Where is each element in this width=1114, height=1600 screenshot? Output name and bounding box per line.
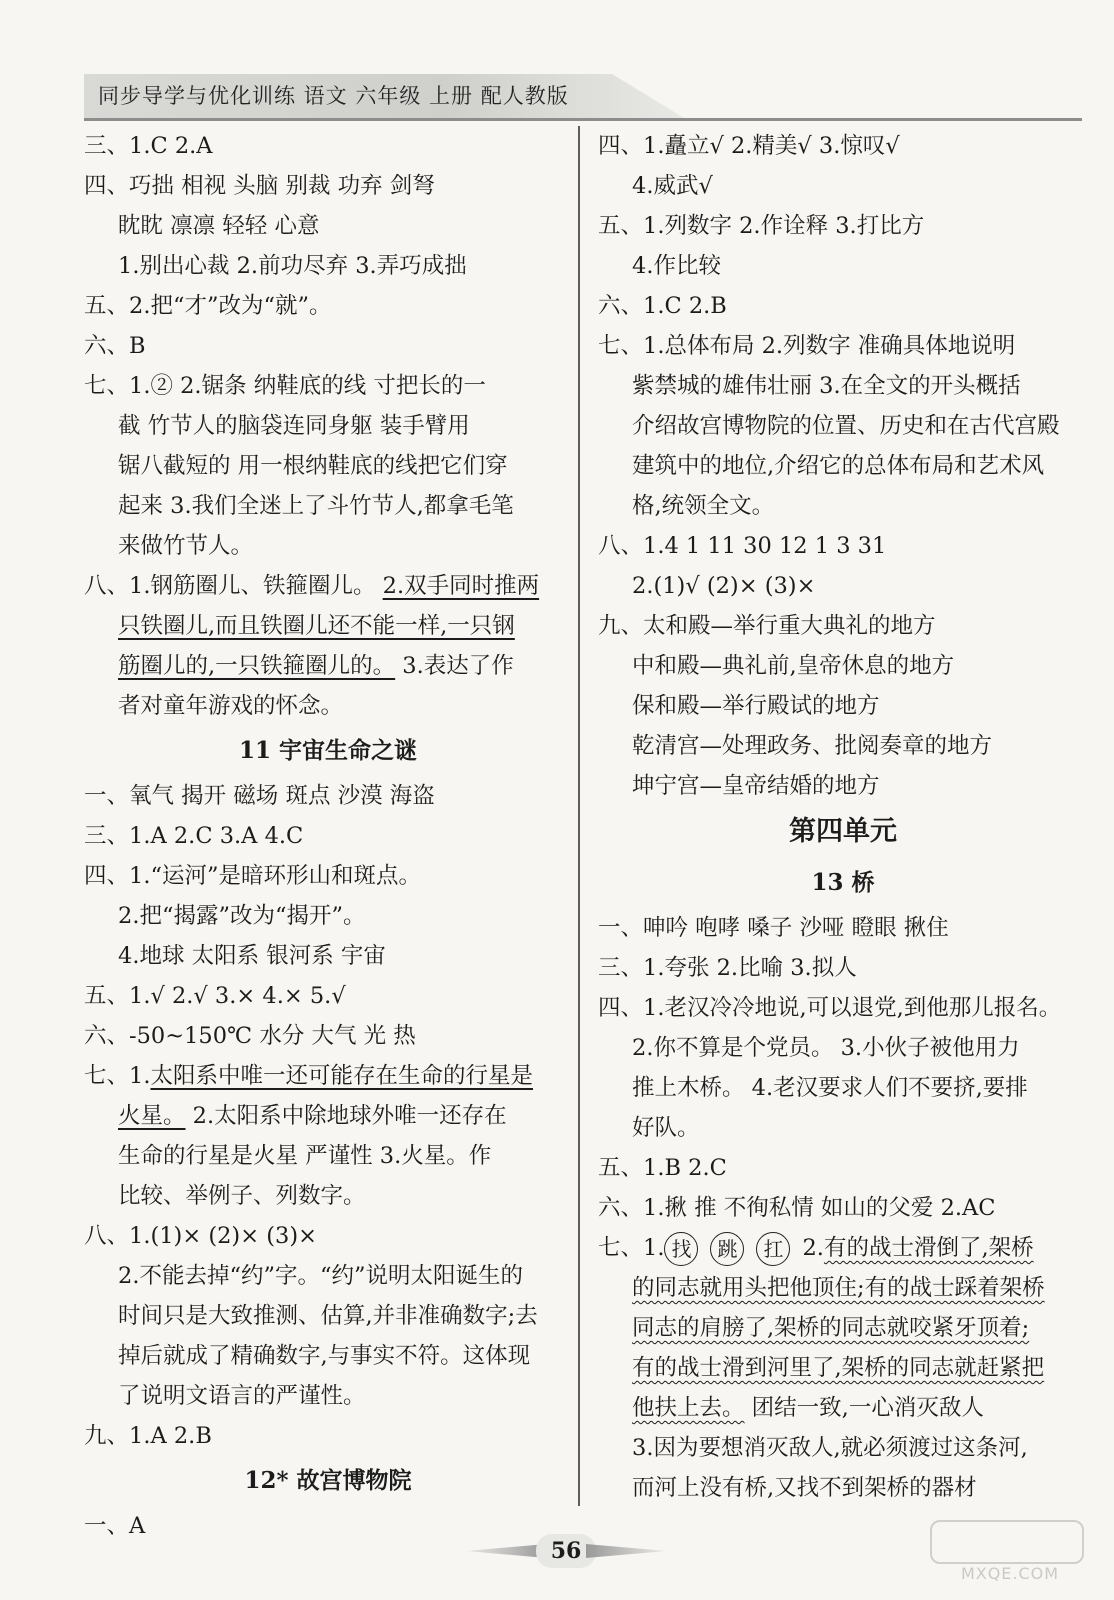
answer-line xyxy=(84,526,572,566)
section-heading xyxy=(84,1456,572,1506)
answer-line xyxy=(598,988,1088,1028)
answer-line xyxy=(84,646,572,686)
answer-line xyxy=(598,726,1088,766)
answer-line xyxy=(84,1096,572,1136)
answer-text: 九、1.A 2.B xyxy=(84,1423,212,1449)
answer-text: 2.把“揭露”改为“揭开”。 xyxy=(118,903,366,929)
answer-line xyxy=(84,1136,572,1176)
answer-text: 格,统领全文。 xyxy=(632,493,775,519)
section-heading xyxy=(84,726,572,776)
answer-text: 1.别出心裁 2.前功尽弃 3.弄巧成拙 xyxy=(118,253,467,279)
answer-text: 七、1. xyxy=(84,1063,151,1089)
answer-text: 比较、举例子、列数字。 xyxy=(118,1183,366,1209)
answer-text: 2.太阳系中除地球外唯一还存在 xyxy=(185,1103,507,1129)
answer-text: 紫禁城的雄伟壮丽 3.在全文的开头概括 xyxy=(632,373,1021,399)
column-divider xyxy=(578,126,580,1506)
answer-line xyxy=(84,936,572,976)
answer-text: 掉后就成了精确数字,与事实不符。这体现 xyxy=(118,1343,531,1369)
answer-text: 七、1.总体布局 2.列数字 准确具体地说明 xyxy=(598,333,1016,359)
answer-line xyxy=(598,646,1088,686)
page-number: 56 xyxy=(536,1534,596,1568)
answer-line xyxy=(598,486,1088,526)
answer-text: 四、巧拙 相视 头脑 别裁 功弃 剑弩 xyxy=(84,173,435,199)
answer-line xyxy=(84,166,572,206)
answer-text: 团结一致,一心消灭敌人 xyxy=(744,1395,984,1421)
answer-line xyxy=(84,976,572,1016)
answer-text: 而河上没有桥,又找不到架桥的器材 xyxy=(632,1475,977,1501)
underlined-text: 太阳系中唯一还可能存在生命的行星是 xyxy=(150,1063,533,1089)
answer-text: 3.表达了作 xyxy=(395,653,514,679)
answer-text: 五、1.B 2.C xyxy=(598,1155,727,1181)
answer-line xyxy=(598,286,1088,326)
underlined-text: 他扶上去。 xyxy=(632,1395,745,1421)
answer-line xyxy=(84,206,572,246)
answer-text: 六、-50~150℃ 水分 大气 光 热 xyxy=(84,1023,416,1049)
answer-line xyxy=(84,1056,572,1096)
answer-text: 13 桥 xyxy=(811,869,875,896)
answer-line xyxy=(598,1428,1088,1468)
answer-line xyxy=(598,948,1088,988)
answer-line xyxy=(84,896,572,936)
answer-text: 三、1.A 2.C 3.A 4.C xyxy=(84,823,304,849)
answer-line xyxy=(84,1256,572,1296)
answer-text: 八、1.4 1 11 30 12 1 3 31 xyxy=(598,533,887,559)
underlined-text: 有的战士滑倒了,架桥 xyxy=(823,1235,1034,1261)
header-title: 同步导学与优化训练 语文 六年级 上册 配人教版 xyxy=(98,84,569,108)
answer-text: 五、2.把“才”改为“就”。 xyxy=(84,293,332,319)
answer-line xyxy=(84,326,572,366)
running-header xyxy=(84,74,1082,122)
circled-character: 找 xyxy=(664,1232,698,1266)
answer-text: 六、B xyxy=(84,333,146,359)
answer-text: 好队。 xyxy=(632,1115,700,1141)
answer-text: 六、1.C 2.B xyxy=(598,293,727,319)
answer-line xyxy=(84,606,572,646)
watermark-badge xyxy=(930,1520,1084,1564)
footer-ornament-left xyxy=(466,1544,546,1558)
answer-text: 七、1.② 2.锯条 纳鞋底的线 寸把长的一 xyxy=(84,373,486,399)
answer-line xyxy=(84,686,572,726)
answer-line xyxy=(598,326,1088,366)
answer-text: 推上木桥。 4.老汉要求人们不要挤,要排 xyxy=(632,1075,1028,1101)
answer-text: 一、氧气 揭开 磁场 斑点 沙漠 海盗 xyxy=(84,783,435,809)
answer-line xyxy=(84,446,572,486)
answer-line xyxy=(598,766,1088,806)
answer-line xyxy=(598,246,1088,286)
answer-text: 保和殿—举行殿试的地方 xyxy=(632,693,880,719)
answer-text: 起来 3.我们全迷上了斗竹节人,都拿毛笔 xyxy=(118,493,514,519)
underlined-text: 筋圈儿的,一只铁箍圈儿的。 xyxy=(118,653,396,679)
answer-text: 者对童年游戏的怀念。 xyxy=(118,693,344,719)
answer-text: 四、1.老汉冷冷地说,可以退党,到他那儿报名。 xyxy=(598,995,1062,1021)
section-heading xyxy=(598,806,1088,858)
answer-text: 2.(1)√ (2)× (3)× xyxy=(632,573,816,599)
answer-line xyxy=(84,406,572,446)
answer-text: 四、1.“运河”是暗环形山和斑点。 xyxy=(84,863,421,889)
answer-text: 来做竹节人。 xyxy=(118,533,254,559)
answer-text: 八、1.钢筋圈儿、铁箍圈儿。 xyxy=(84,573,383,599)
answer-text: 2.不能去掉“约”字。“约”说明太阳诞生的 xyxy=(118,1263,523,1289)
answer-text: 12* 故宫博物院 xyxy=(244,1467,412,1494)
answer-text: 时间只是大致推测、估算,并非准确数字;去 xyxy=(118,1303,538,1329)
answer-text: 坤宁宫—皇帝结婚的地方 xyxy=(632,773,880,799)
answer-line xyxy=(598,366,1088,406)
answer-line xyxy=(84,1016,572,1056)
answer-line xyxy=(598,908,1088,948)
right-column xyxy=(598,126,1088,1508)
answer-line xyxy=(84,486,572,526)
watermark-text: MXQE.COM xyxy=(960,1564,1060,1583)
answer-line xyxy=(598,1188,1088,1228)
answer-line xyxy=(598,1388,1088,1428)
underlined-text: 同志的肩膀了,架桥的同志就咬紧牙顶着; xyxy=(632,1315,1030,1341)
answer-line xyxy=(598,526,1088,566)
answer-text: 六、1.揪 推 不徇私情 如山的父爱 2.AC xyxy=(598,1195,996,1221)
answer-text: 4.作比较 xyxy=(632,253,721,279)
answer-line xyxy=(598,206,1088,246)
answer-line xyxy=(598,1028,1088,1068)
answer-line xyxy=(598,126,1088,166)
answer-line xyxy=(598,1108,1088,1148)
answer-line xyxy=(598,1308,1088,1348)
answer-text: 第四单元 xyxy=(789,816,897,847)
answer-line xyxy=(598,1268,1088,1308)
answer-line xyxy=(598,1228,1088,1268)
answer-text: 九、太和殿—举行重大典礼的地方 xyxy=(598,613,936,639)
answer-line xyxy=(84,1296,572,1336)
answer-line xyxy=(84,1336,572,1376)
answer-line xyxy=(598,566,1088,606)
answer-text: 三、1.夸张 2.比喻 3.拟人 xyxy=(598,955,857,981)
underlined-text: 只铁圈儿,而且铁圈儿还不能一样,一只钢 xyxy=(118,613,515,639)
page-footer xyxy=(466,1534,666,1568)
underlined-text: 有的战士滑到河里了,架桥的同志就赶紧把 xyxy=(632,1355,1045,1381)
answer-text: 介绍故宫博物院的位置、历史和在古代宫殿 xyxy=(632,413,1060,439)
answer-line xyxy=(84,856,572,896)
answer-line xyxy=(84,366,572,406)
answer-text: 眈眈 凛凛 轻轻 心意 xyxy=(118,213,320,239)
answer-line xyxy=(598,1468,1088,1508)
answer-line xyxy=(598,606,1088,646)
answer-line xyxy=(598,446,1088,486)
answer-line xyxy=(84,246,572,286)
answer-line xyxy=(598,686,1088,726)
answer-text: 建筑中的地位,介绍它的总体布局和艺术风 xyxy=(632,453,1045,479)
answer-text: 七、1. xyxy=(598,1235,665,1261)
answer-text: 2.你不算是个党员。 3.小伙子被他用力 xyxy=(632,1035,1020,1061)
circled-character: 扛 xyxy=(756,1232,790,1266)
answer-text: 乾清宫—处理政务、批阅奏章的地方 xyxy=(632,733,993,759)
footer-ornament-right xyxy=(586,1544,666,1558)
answer-line xyxy=(598,406,1088,446)
answer-text: 五、1.√ 2.√ 3.× 4.× 5.√ xyxy=(84,983,346,1009)
answer-text: 3.因为要想消灭敌人,就必须渡过这条河, xyxy=(632,1435,1028,1461)
answer-line xyxy=(598,1148,1088,1188)
left-column xyxy=(84,126,572,1546)
circled-character: 跳 xyxy=(710,1232,744,1266)
answer-line xyxy=(84,1216,572,1256)
answer-text: 生命的行星是火星 严谨性 3.火星。作 xyxy=(118,1143,492,1169)
answer-text: 一、A xyxy=(84,1513,146,1539)
watermark xyxy=(930,1520,1090,1590)
answer-text: 八、1.(1)× (2)× (3)× xyxy=(84,1223,317,1249)
underlined-text: 火星。 xyxy=(118,1103,186,1129)
answer-line xyxy=(84,566,572,606)
answer-text: 截 竹节人的脑袋连同身躯 装手臂用 xyxy=(118,413,470,439)
answer-line xyxy=(598,166,1088,206)
underlined-text: 的同志就用头把他顶住;有的战士踩着架桥 xyxy=(632,1275,1045,1301)
answer-line xyxy=(84,1176,572,1216)
answer-text: 了说明文语言的严谨性。 xyxy=(118,1383,366,1409)
answer-text: 一、呻吟 咆哮 嗓子 沙哑 瞪眼 揪住 xyxy=(598,915,949,941)
answer-line xyxy=(84,816,572,856)
answer-text: 11 宇宙生命之谜 xyxy=(238,737,417,764)
answer-text: 五、1.列数字 2.作诠释 3.打比方 xyxy=(598,213,925,239)
answer-text: 三、1.C 2.A xyxy=(84,133,213,159)
answer-text: 四、1.矗立√ 2.精美√ 3.惊叹√ xyxy=(598,133,900,159)
answer-line xyxy=(84,126,572,166)
section-heading xyxy=(598,858,1088,908)
answer-line xyxy=(84,776,572,816)
answer-line xyxy=(598,1348,1088,1388)
header-rule xyxy=(84,118,1082,121)
answer-text: 4.威武√ xyxy=(632,173,713,199)
answer-line xyxy=(84,1416,572,1456)
answer-line xyxy=(598,1068,1088,1108)
underlined-text: 2.双手同时推两 xyxy=(382,573,540,599)
answer-line xyxy=(84,1376,572,1416)
answer-text: 4.地球 太阳系 银河系 宇宙 xyxy=(118,943,386,969)
answer-text: 锯八截短的 用一根纳鞋底的线把它们穿 xyxy=(118,453,508,479)
answer-text: 中和殿—典礼前,皇帝休息的地方 xyxy=(632,653,955,679)
answer-text: 2. xyxy=(802,1235,824,1261)
answer-line xyxy=(84,286,572,326)
